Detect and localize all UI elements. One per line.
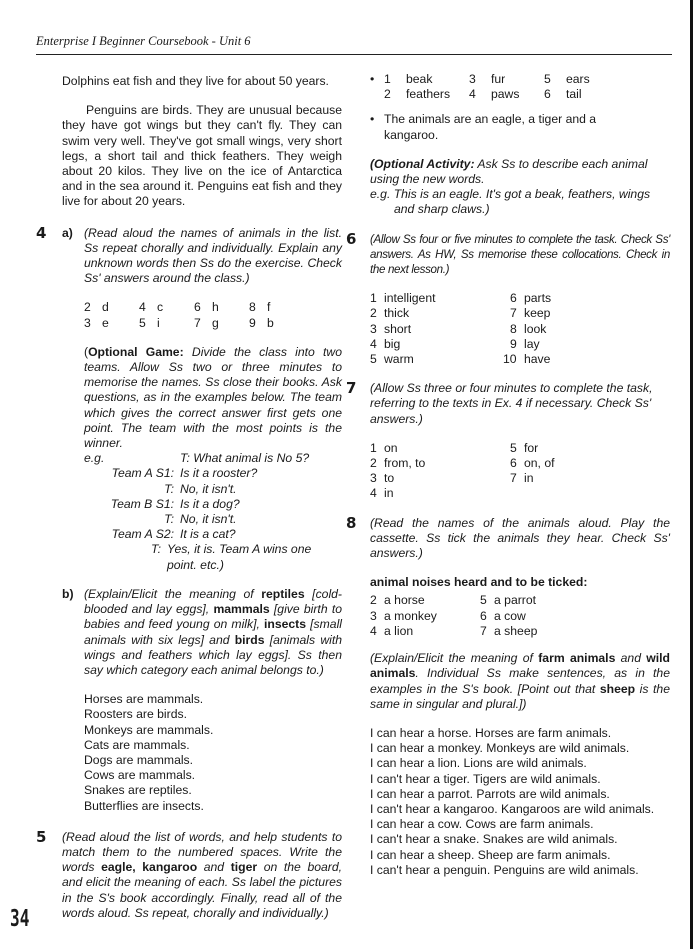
dialog-line	[84, 482, 342, 497]
optional-game-text: Divide the class into two teams. Allow Ss two or three minutes to memorise the names. Ss close their books. Ask questions, as in the examples below. The team which gives the correct answer first gets one point. The team with the most points is the winner.	[84, 344, 342, 451]
answer-number: 9	[510, 336, 517, 351]
dialog-line	[84, 512, 342, 527]
answer-letter: b	[267, 315, 274, 330]
answer-number: 5	[370, 352, 377, 367]
answer-letter: i	[157, 315, 160, 330]
answer-number: 2	[370, 306, 377, 321]
answer-word: intelligent	[384, 291, 436, 306]
answer-word: big	[384, 336, 401, 351]
animals-line: The animals are an eagle, a tiger and a kangaroo.	[384, 112, 597, 142]
bold-term: farm animals	[538, 651, 616, 666]
example-dialog	[84, 451, 342, 573]
answer-number: 1	[370, 440, 377, 455]
exercise-6-answers	[370, 291, 670, 367]
answer-number: 5	[480, 593, 487, 608]
category-sentence: Cows are mammals.	[84, 768, 196, 783]
answer-letter: d	[102, 300, 109, 315]
text-run: and	[197, 860, 231, 875]
answer-word: lay	[524, 336, 540, 351]
bold-term: sheep	[599, 681, 636, 696]
exercise-8-heading: animal noises heard and to be ticked:	[370, 575, 588, 590]
exercise-8-answers	[370, 593, 670, 639]
answer-word: a sheep	[494, 623, 538, 638]
header-rule	[36, 54, 672, 55]
utterance: Is it a dog?	[180, 496, 240, 511]
category-sentence: Monkeys are mammals.	[84, 722, 214, 737]
text-run: [give birth to babies and feed young on milk],	[84, 602, 342, 632]
utterance: Is it a rooster?	[180, 466, 258, 481]
example-sentence: I can't hear a penguin. Penguins are wild animals.	[370, 862, 639, 877]
sub-label: b)	[62, 586, 74, 601]
answer-item	[370, 471, 510, 486]
utterance: T: What animal is No 5?	[180, 451, 310, 466]
answer-pair	[249, 300, 304, 315]
part-item	[544, 87, 604, 102]
answer-pair	[249, 316, 304, 331]
part-word: ears	[566, 72, 590, 86]
exercise-4a	[62, 226, 342, 573]
answer-word: for	[524, 440, 539, 455]
example-sentence: I can hear a horse. Horses are farm animals.	[370, 725, 612, 740]
answer-word: in	[524, 471, 534, 486]
speaker: Team A S2:	[111, 527, 174, 542]
exercise-8	[346, 513, 670, 878]
text-run: (Read aloud the list of words, and help students to match them to the numbered spaces. Write the words	[62, 829, 342, 875]
answer-word: warm	[384, 352, 414, 367]
text-run: . Individual Ss make sentences, as in the examples in the S's book. [Point out that	[370, 666, 670, 696]
dialog-line	[84, 466, 342, 481]
part-number: 4	[469, 87, 476, 102]
answer-number: 4	[370, 336, 377, 351]
speaker: e.g.	[84, 451, 105, 466]
bold-term: eagle, kangaroo	[101, 860, 198, 875]
answer-number: 7	[194, 315, 201, 330]
answer-item	[370, 624, 480, 639]
text-run: is the same in singular and plural.])	[370, 681, 670, 711]
answer-item	[370, 306, 510, 321]
answer-number: 5	[139, 315, 146, 330]
exercise-number: 4	[36, 223, 47, 242]
category-sentence: Horses are mammals.	[84, 692, 204, 707]
part-item	[544, 72, 604, 87]
exercise-number: 7	[346, 379, 357, 398]
speaker: Team A S1:	[111, 466, 174, 481]
answer-item	[510, 322, 640, 337]
answer-word: parts	[524, 291, 552, 306]
answer-letter: g	[212, 315, 219, 330]
answer-number: 4	[370, 623, 377, 638]
answer-word: to	[384, 471, 395, 486]
optional-activity-label: (Optional Activity:	[370, 156, 475, 171]
answer-word: a monkey	[384, 608, 437, 623]
answer-item	[510, 471, 640, 486]
part-word: fur	[491, 72, 506, 86]
answer-number: 4	[370, 486, 377, 501]
bullet-icon: •	[370, 112, 375, 127]
answer-item	[510, 337, 640, 352]
example-sentence: I can't hear a tiger. Tigers are wild animals.	[370, 771, 601, 786]
part-item	[469, 87, 544, 102]
answer-item	[510, 291, 640, 306]
answer-number: 10	[503, 352, 517, 367]
example-sentence: I can hear a sheep. Sheep are farm animals.	[370, 847, 611, 862]
answer-word: on	[384, 440, 398, 455]
answer-word: look	[524, 321, 547, 336]
answer-item	[510, 456, 640, 471]
text-run: and	[615, 651, 647, 666]
bold-term: reptiles	[261, 586, 305, 601]
bold-term: wild animals	[370, 651, 670, 681]
answer-item	[370, 352, 510, 367]
dialog-line	[84, 527, 342, 542]
answer-item	[510, 486, 640, 501]
part-item	[469, 72, 544, 87]
left-column	[36, 72, 343, 921]
exercise-4b-instructions	[84, 587, 342, 678]
answer-item	[370, 456, 510, 471]
answer-pair	[139, 316, 194, 331]
speaker: T:	[164, 481, 174, 496]
exercise-7	[346, 379, 670, 501]
text-run: (Explain/Elicit the meaning of	[370, 651, 539, 666]
answer-word: in	[384, 486, 394, 501]
answer-word: a horse	[384, 593, 425, 608]
category-answers	[84, 692, 342, 814]
answer-pair	[84, 316, 139, 331]
exercise-6-instructions: (Allow Ss four or five minutes to complete the task. Check Ss' answers. As HW, Ss memorise these collocations. Check in the next lesson.)	[370, 232, 670, 277]
utterance: It is a cat?	[180, 527, 236, 542]
exercise-4a-instructions: (Read aloud the names of animals in the list. Ss repeat chorally and individually. Explain any unknown words then Ss do the exercise. Check Ss' answers around the class.)	[84, 225, 342, 286]
answer-letter: h	[212, 300, 219, 315]
answer-number: 3	[84, 315, 91, 330]
bold-term: mammals	[213, 602, 270, 617]
category-sentence: Snakes are reptiles.	[84, 783, 192, 798]
dialog-line	[84, 542, 342, 572]
answer-number: 6	[480, 608, 487, 623]
answer-number: 6	[194, 300, 201, 315]
penguins-paragraph: Penguins are birds. They are unusual because they have got wings but they can't fly. They can swim very well. They've got small wings, very short legs, a short tail and thick feathers. They weigh about 20 kilos. They live on the ice of Antarctica and in the sea around it. Penguins eat fish and they live for about 20 years.	[62, 103, 342, 209]
answer-word: thick	[384, 306, 410, 321]
part-item	[384, 87, 469, 102]
paren: (	[84, 344, 89, 359]
answer-item	[370, 486, 510, 501]
exercise-4a-answers	[84, 300, 342, 330]
exercise-4	[36, 223, 342, 814]
category-sentence: Roosters are birds.	[84, 707, 187, 722]
answer-pair	[194, 316, 249, 331]
answer-item	[370, 322, 510, 337]
bullet-icon: •	[370, 72, 375, 86]
answer-number: 4	[139, 300, 146, 315]
utterance: No, it isn't.	[180, 481, 237, 496]
text-run: (Explain/Elicit the meaning of	[84, 586, 262, 601]
category-sentence: Cats are mammals.	[84, 737, 190, 752]
exercise-6	[346, 229, 670, 368]
category-sentence: Butterflies are insects.	[84, 798, 204, 813]
answer-item	[503, 352, 640, 367]
answer-item	[370, 441, 510, 456]
answer-letter: f	[267, 300, 271, 315]
answer-number: 3	[370, 608, 377, 623]
part-word: paws	[491, 87, 520, 102]
example-sentence: I can hear a parrot. Parrots are wild animals.	[370, 786, 610, 801]
answer-number: 7	[510, 306, 517, 321]
bold-term: tiger	[230, 860, 258, 875]
category-sentence: Dogs are mammals.	[84, 752, 194, 767]
animal-parts-list	[384, 72, 670, 102]
answer-item	[510, 441, 640, 456]
optional-game-label: Optional Game:	[88, 344, 184, 359]
text-run: on the board, and elicit the meaning of each. Ss label the pictures in the S's book accordingly. Finally, read all of the words aloud. Ss repeat, chorally and individually.)	[62, 860, 343, 920]
answer-word: a cow	[494, 608, 526, 623]
answer-number: 3	[370, 321, 377, 336]
exercise-number: 5	[36, 827, 47, 846]
answer-number: 5	[510, 440, 517, 455]
answer-number: 6	[510, 291, 517, 306]
answer-word: keep	[524, 306, 551, 321]
exercise-7-instructions: (Allow Ss three or four minutes to complete the task, referring to the texts in Ex. 4 if necessary. Check Ss' answers.)	[370, 381, 653, 426]
example-sentence: I can't hear a kangaroo. Kangaroos are wild animals.	[370, 801, 655, 816]
example-sentence: I can't hear a snake. Snakes are wild animals.	[370, 832, 618, 847]
part-item	[384, 72, 469, 87]
answer-item	[480, 593, 610, 608]
answer-number: 2	[84, 300, 91, 315]
example-sentence: I can hear a monkey. Monkeys are wild animals.	[370, 741, 630, 756]
part-number: 2	[384, 87, 391, 102]
answer-number: 1	[370, 291, 377, 306]
answer-pair	[194, 300, 249, 315]
utterance: No, it isn't.	[180, 512, 237, 527]
answer-number: 2	[370, 456, 377, 471]
parts-bullet	[370, 72, 670, 102]
part-word: tail	[566, 87, 582, 102]
answer-word: a lion	[384, 623, 414, 638]
text-run: [small animals with six legs] and	[84, 617, 342, 647]
answer-item	[510, 306, 640, 321]
answer-number: 3	[370, 471, 377, 486]
part-number: 5	[544, 72, 551, 86]
example-sentence: I can hear a cow. Cows are farm animals.	[370, 817, 594, 832]
speaker: T:	[164, 512, 174, 527]
answer-number: 8	[510, 321, 517, 336]
answer-number: 9	[249, 315, 256, 330]
answer-item	[370, 593, 480, 608]
answer-word: have	[524, 352, 551, 367]
answer-pair	[139, 300, 194, 315]
exercise-5	[36, 827, 343, 921]
bold-term: birds	[234, 632, 265, 647]
dialog-line	[84, 451, 342, 466]
answer-item	[370, 609, 480, 624]
text-run: [animals with wings and feathers which lay eggs]. Ss then say which category each animal belongs to.)	[84, 632, 342, 677]
answer-word: short	[384, 321, 412, 336]
answer-word: from, to	[384, 456, 426, 471]
exercise-8-explanation	[370, 651, 670, 712]
answer-pair	[84, 300, 139, 315]
bold-term: insects	[264, 617, 307, 632]
optional-activity-example: e.g. This is an eagle. It's got a beak, feathers, wings and sharp claws.)	[370, 187, 651, 217]
answer-number: 7	[510, 471, 517, 486]
answer-number: 8	[249, 300, 256, 315]
page-number: 34	[10, 906, 30, 932]
exercise-4b	[62, 587, 342, 814]
part-word: feathers	[406, 87, 451, 102]
part-number: 1	[384, 72, 391, 86]
answer-word: on, of	[524, 456, 555, 471]
part-word: beak	[406, 72, 433, 86]
speaker: T:	[151, 542, 161, 557]
exercise-number: 8	[346, 513, 357, 532]
right-column	[346, 72, 670, 878]
answer-item	[370, 291, 510, 306]
running-header: Enterprise I Beginner Coursebook - Unit 6	[36, 34, 251, 48]
answer-item	[480, 609, 610, 624]
exercise-number: 6	[346, 229, 357, 248]
answer-word: a parrot	[494, 593, 537, 608]
speaker: Team B S1:	[110, 496, 174, 511]
exercise-5-instructions	[62, 830, 342, 921]
part-number: 6	[544, 87, 551, 102]
utterance: Yes, it is. Team A wins one point. etc.)	[166, 542, 312, 572]
answer-number: 2	[370, 593, 377, 608]
answer-letter: e	[102, 315, 109, 330]
optional-activity-text: Ask Ss to describe each animal using the new words.	[370, 156, 648, 187]
example-sentences	[370, 726, 670, 878]
dialog-line	[84, 497, 342, 512]
exercise-8-instructions: (Read the names of the animals aloud. Play the cassette. Ss tick the animals they hear. Check Ss' answers.)	[370, 515, 670, 561]
answer-letter: c	[157, 300, 164, 315]
animals-bullet	[370, 112, 670, 142]
text-run: [cold-blooded and lay eggs],	[84, 586, 342, 617]
exercise-7-answers	[370, 441, 670, 502]
answer-item	[370, 337, 510, 352]
answer-number: 7	[480, 623, 487, 638]
part-number: 3	[469, 72, 476, 86]
optional-game	[84, 345, 342, 451]
sub-label: a)	[62, 225, 73, 240]
optional-activity	[370, 157, 670, 187]
page-edge-line	[690, 0, 693, 949]
example-sentence: I can hear a lion. Lions are wild animals.	[370, 756, 587, 771]
answer-item	[480, 624, 610, 639]
dolphins-text: Dolphins eat fish and they live for about 50 years.	[62, 74, 329, 88]
answer-number: 6	[510, 456, 517, 471]
